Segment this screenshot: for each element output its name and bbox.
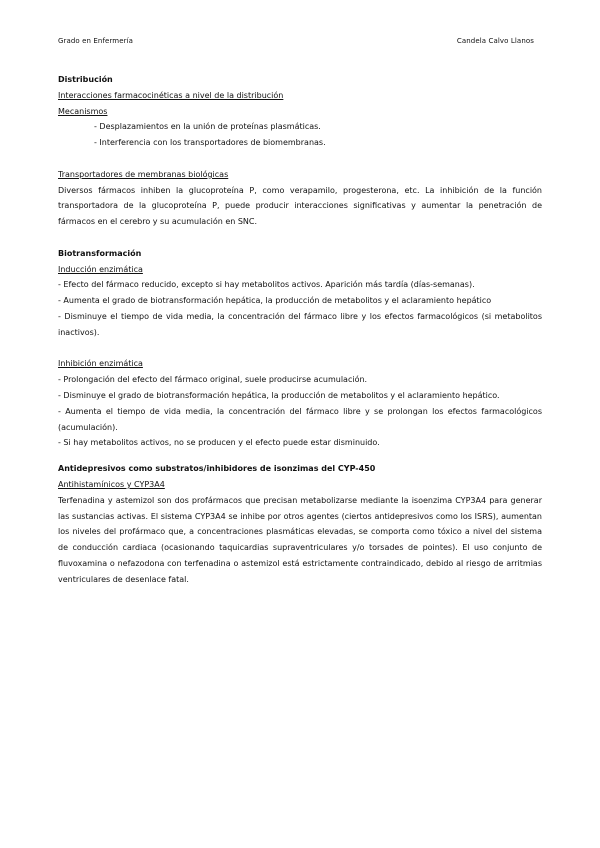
transportadores-paragraph: Diversos fármacos inhiben la glucoproteína P, como verapamilo, progesterona, etc. La inhibición de la función transportadora de la glucoproteína P, puede producir interacciones significativas y aumentar la penetración de fármacos en el cerebro y su acumulación en SNC. xyxy=(58,185,542,227)
antihistaminicos-paragraph: Terfenadina y astemizol son dos profármacos que precisan metabolizarse mediante la isoenzima CYP3A4 para generar las sustancias activas. El sistema CYP3A4 se inhibe por otros agentes (ciertos antidepresivos como los ISRS), aumentan los niveles del profármaco que, a concentraciones plasmáticas elevadas, se comporta como tóxico a nivel del sistema de conducción cardiaca (ocasionando taquicardias supraventriculares y/o torsades de pointes). El uso conjunto de fluvoxamina o nefazodona con terfenadina o astemizol está estrictamente contraindicado, debido al riesgo de arritmias ventriculares de desenlace fatal. xyxy=(58,495,542,584)
section-heading-biotransformacion: Biotransformación xyxy=(58,248,142,258)
inhibicion-item: - Disminuye el grado de biotransformación hepática, la producción de metabolitos y el aclaramiento hepático. xyxy=(58,390,500,400)
induccion-title: Inducción enzimática xyxy=(58,264,143,274)
mecanismos-title: Mecanismos xyxy=(58,106,108,116)
induccion-item: - Disminuye el tiempo de vida media, la concentración del fármaco libre y los efectos farmacológicos (si metabolitos inactivos). xyxy=(58,311,542,337)
induccion-item: - Aumenta el grado de biotransformación hepática, la producción de metabolitos y el aclaramiento hepático xyxy=(58,296,492,306)
header-author: Candela Calvo Llanos xyxy=(456,37,534,45)
mecanismo-item: - Interferencia con los transportadores de biomembranas. xyxy=(94,138,326,148)
section-heading-antidepresivos: Antidepresivos como substratos/inhibidores de isonzimas del CYP-450 xyxy=(58,464,376,474)
inhibicion-item: - Si hay metabolitos activos, no se producen y el efecto puede estar disminuido. xyxy=(58,438,380,448)
antihistaminicos-title: Antihistamínicos y CYP3A4 xyxy=(58,479,165,489)
induccion-item: - Efecto del fármaco reducido, excepto si hay metabolitos activos. Aparición más tardía (días-semanas). xyxy=(58,280,475,290)
header-course: Grado en Enfermería xyxy=(58,37,134,45)
subheading-interacciones: Interacciones farmacocinéticas a nivel de la distribución xyxy=(58,90,284,100)
inhibicion-item: - Prolongación del efecto del fármaco original, suele producirse acumulación. xyxy=(58,375,368,385)
section-heading-distribucion: Distribución xyxy=(58,75,113,84)
document-body xyxy=(58,72,542,588)
inhibicion-title: Inhibición enzimática xyxy=(58,359,143,369)
transportadores-title: Transportadores de membranas biológicas xyxy=(58,169,229,179)
inhibicion-item: - Aumenta el tiempo de vida media, la concentración del fármaco libre y se prolongan los efectos farmacológicos (acumulación). xyxy=(58,406,542,432)
mecanismo-item: - Desplazamientos en la unión de proteínas plasmáticas. xyxy=(94,122,321,132)
